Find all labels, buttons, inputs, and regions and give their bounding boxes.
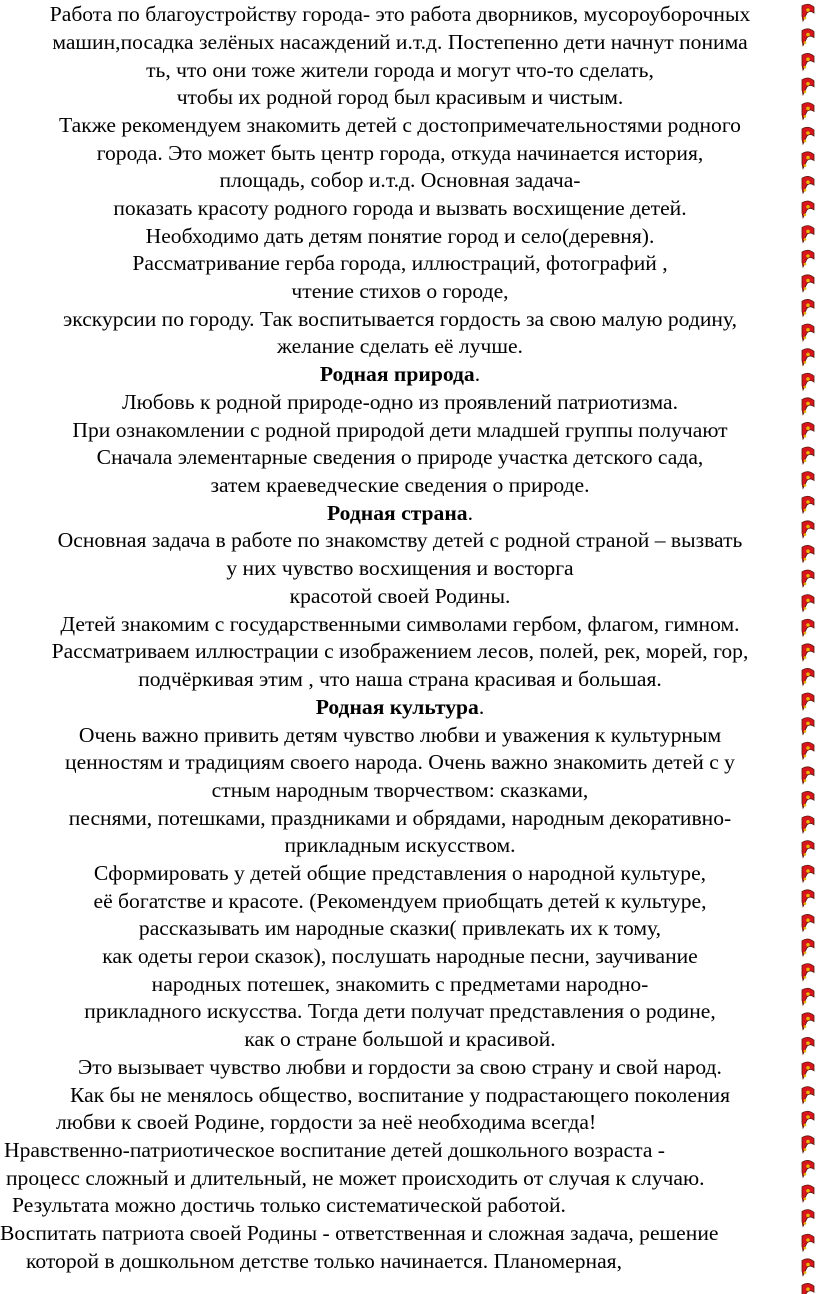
- text-line: [0, 943, 800, 970]
- text-line: [0, 888, 800, 915]
- text-line: [0, 1, 800, 28]
- ornament-motif: [802, 693, 814, 710]
- text-line: [0, 527, 800, 554]
- section-heading: [0, 694, 800, 721]
- line-text: её богатстве и красоте. (Рекомендуем приобщать детей к культуре,: [93, 889, 707, 913]
- ornament-motif: [802, 250, 814, 267]
- text-line: [0, 1220, 718, 1247]
- text-line: [12, 1192, 566, 1219]
- text-line: [0, 666, 800, 693]
- line-text: экскурсии по городу. Так воспитывается гордость за свою малую родину,: [63, 307, 737, 331]
- line-text: как одеты герои сказок), послушать народные песни, заучивание: [102, 944, 698, 968]
- line-text: Рассматриваем иллюстрации с изображением лесов, полей, рек, морей, гор,: [51, 639, 749, 663]
- ornament-motif: [802, 1111, 814, 1128]
- ornament-motif: [802, 791, 814, 808]
- heading-punctuation: .: [474, 362, 481, 386]
- ornament-motif: [802, 176, 814, 193]
- ornament-motif: [802, 472, 814, 489]
- text-line: [0, 1026, 800, 1053]
- ornament-motif: [802, 914, 814, 931]
- ornament-motif: [802, 1210, 814, 1227]
- text-line: [0, 223, 800, 250]
- line-text: города. Это может быть центр города, откуда начинается история,: [96, 141, 704, 165]
- text-line: [0, 1054, 800, 1081]
- section-heading: [0, 500, 800, 527]
- ornament-motif: [802, 668, 814, 685]
- text-line: [0, 832, 800, 859]
- text-line: [0, 583, 800, 610]
- line-text: чтобы их родной город был красивым и чистым.: [176, 85, 624, 109]
- line-text: площадь, собор и.т.д. Основная задача-: [219, 168, 581, 192]
- line-text: Работа по благоустройству города- это работа дворников, мусороуборочных: [49, 2, 751, 26]
- ornament-motif: [802, 152, 814, 169]
- text-line: [0, 278, 800, 305]
- ornament-motif: [802, 718, 814, 735]
- text-line: [0, 333, 800, 360]
- ornament-motif: [802, 767, 814, 784]
- ornament-motif: [802, 595, 814, 612]
- decorative-border: [800, 0, 816, 1294]
- ornament-motif: [802, 742, 814, 759]
- line-text: Основная задача в работе по знакомству детей с родной страной – вызвать: [57, 528, 743, 552]
- text-line: [0, 749, 800, 776]
- ornament-motif: [802, 127, 814, 144]
- line-text: прикладным искусством.: [284, 833, 516, 857]
- text-line: [0, 998, 800, 1025]
- line-text: Сформировать у детей общие представления о народной культуре,: [93, 861, 707, 885]
- ornament-motif: [802, 275, 814, 292]
- text-line: [4, 1137, 665, 1164]
- text-line: [26, 1248, 622, 1275]
- line-text: Воспитать патриота своей Родины - ответственная и сложная задача, решение: [0, 1221, 719, 1245]
- ornament-motif: [802, 299, 814, 316]
- ornament-motif: [802, 1136, 814, 1153]
- line-text: показать красоту родного города и вызвать восхищение детей.: [113, 196, 687, 220]
- text-line: [0, 417, 800, 444]
- ornament-motif: [802, 521, 814, 538]
- text-line: [0, 29, 800, 56]
- line-text: При ознакомлении с родной природой дети младшей группы получают: [72, 418, 728, 442]
- text-line: [56, 1109, 596, 1136]
- ornament-motif: [802, 1259, 814, 1276]
- line-text: машин,посадка зелёных насаждений и.т.д. Постепенно дети начнут понима: [52, 30, 748, 54]
- ornament-motif: [802, 78, 814, 95]
- ornament-motif: [802, 619, 814, 636]
- ornament-motif: [802, 1160, 814, 1177]
- text-line: [0, 638, 800, 665]
- ornament-motif: [802, 201, 814, 218]
- ornament-motif: [802, 447, 814, 464]
- text-line: [0, 444, 800, 471]
- heading-text: Родная страна: [327, 501, 468, 525]
- ornament-motif: [802, 545, 814, 562]
- text-line: [6, 1165, 705, 1192]
- ornament-motif: [802, 570, 814, 587]
- line-text: процесс сложный и длительный, не может происходить от случая к случаю.: [6, 1166, 705, 1190]
- text-line: [0, 250, 800, 277]
- line-text: прикладного искусства. Тогда дети получат представления о родине,: [84, 999, 716, 1023]
- line-text: у них чувство восхищения и восторга: [226, 556, 574, 580]
- text-line: [0, 112, 800, 139]
- section-heading: [0, 361, 800, 388]
- ornament-motif: [802, 53, 814, 70]
- text-line: [0, 971, 800, 998]
- heading-text: Родная культура: [315, 695, 479, 719]
- line-text: любви к своей Родине, гордости за неё необходима всегда!: [56, 1110, 597, 1134]
- ornament-motif: [802, 4, 814, 21]
- ornament-motif: [802, 496, 814, 513]
- line-text: красотой своей Родины.: [289, 584, 511, 608]
- text-line: [0, 860, 800, 887]
- ornament-motif: [802, 1234, 814, 1251]
- text-line: [0, 777, 800, 804]
- ornament-motif: [802, 988, 814, 1005]
- ornament-motif: [802, 890, 814, 907]
- line-text: ть, что они тоже жители города и могут что-то сделать,: [146, 58, 654, 82]
- ornament-motif: [802, 964, 814, 981]
- line-text: Сначала элементарные сведения о природе участка детского сада,: [96, 445, 704, 469]
- line-text: чтение стихов о городе,: [291, 279, 509, 303]
- text-line: [0, 57, 800, 84]
- ornament-motif: [802, 373, 814, 390]
- line-text: Нравственно-патриотическое воспитание детей дошкольного возраста -: [4, 1138, 665, 1162]
- line-text: которой в дошкольном детстве только начинается. Планомерная,: [26, 1249, 623, 1273]
- ornament-motif: [802, 865, 814, 882]
- line-text: ценностям и традициям своего народа. Очень важно знакомить детей с у: [65, 750, 735, 774]
- line-text: Рассматривание герба города, иллюстраций, фотографий ,: [132, 251, 668, 275]
- text-line: [0, 915, 800, 942]
- line-text: народных потешек, знакомить с предметами народно-: [151, 972, 649, 996]
- ornament-motif: [802, 1283, 814, 1294]
- text-line: [0, 611, 800, 638]
- ornament-motif: [802, 1185, 814, 1202]
- line-text: подчёркивая этим , что наша страна красивая и большая.: [138, 667, 662, 691]
- heading-text: Родная природа: [319, 362, 475, 386]
- ornament-motif: [802, 1062, 814, 1079]
- text-line: [0, 722, 800, 749]
- line-text: затем краеведческие сведения о природе.: [210, 473, 590, 497]
- ornament-motif: [802, 816, 814, 833]
- ornament-motif: [802, 226, 814, 243]
- line-text: Также рекомендуем знакомить детей с достопримечательностями родного: [59, 113, 741, 137]
- line-text: Это вызывает чувство любви и гордости за свою страну и свой народ.: [78, 1055, 722, 1079]
- line-text: Детей знакомим с государственными символами гербом, флагом, гимном.: [60, 612, 740, 636]
- line-text: как о стране большой и красивой.: [244, 1027, 556, 1051]
- line-text: Как бы не менялось общество, воспитание у подрастающего поколения: [69, 1083, 731, 1107]
- ornament-motif: [802, 939, 814, 956]
- ornament-motif: [802, 1013, 814, 1030]
- text-line: [0, 805, 800, 832]
- line-text: стным народным творчеством: сказками,: [211, 778, 589, 802]
- text-line: [0, 472, 800, 499]
- ornament-motif: [802, 324, 814, 341]
- ornament-motif: [802, 103, 814, 120]
- line-text: Необходимо дать детям понятие город и село(деревня).: [145, 224, 655, 248]
- text-line: [0, 167, 800, 194]
- ornament-motif: [802, 398, 814, 415]
- ornament-motif: [802, 644, 814, 661]
- line-text: песнями, потешками, праздниками и обрядами, народным декоративно-: [68, 806, 732, 830]
- line-text: Очень важно привить детям чувство любви и уважения к культурным: [78, 723, 722, 747]
- heading-punctuation: .: [478, 695, 485, 719]
- text-line: [0, 195, 800, 222]
- ornament-motif: [802, 1087, 814, 1104]
- border-ornament: [800, 0, 816, 1294]
- ornament-motif: [802, 1037, 814, 1054]
- text-line: [0, 306, 800, 333]
- heading-punctuation: .: [467, 501, 473, 525]
- text-line: [0, 84, 800, 111]
- text-line: [0, 555, 800, 582]
- line-text: рассказывать им народные сказки( привлекать их к тому,: [138, 916, 662, 940]
- text-line: [0, 1082, 800, 1109]
- text-line: [0, 140, 800, 167]
- ornament-motif: [802, 349, 814, 366]
- ornament-motif: [802, 841, 814, 858]
- line-text: желание сделать её лучше.: [277, 334, 523, 358]
- text-line: [0, 389, 800, 416]
- line-text: Результата можно достичь только систематической работой.: [12, 1193, 566, 1217]
- ornament-motif: [802, 422, 814, 439]
- ornament-motif: [802, 29, 814, 46]
- line-text: Любовь к родной природе-одно из проявлений патриотизма.: [121, 390, 679, 414]
